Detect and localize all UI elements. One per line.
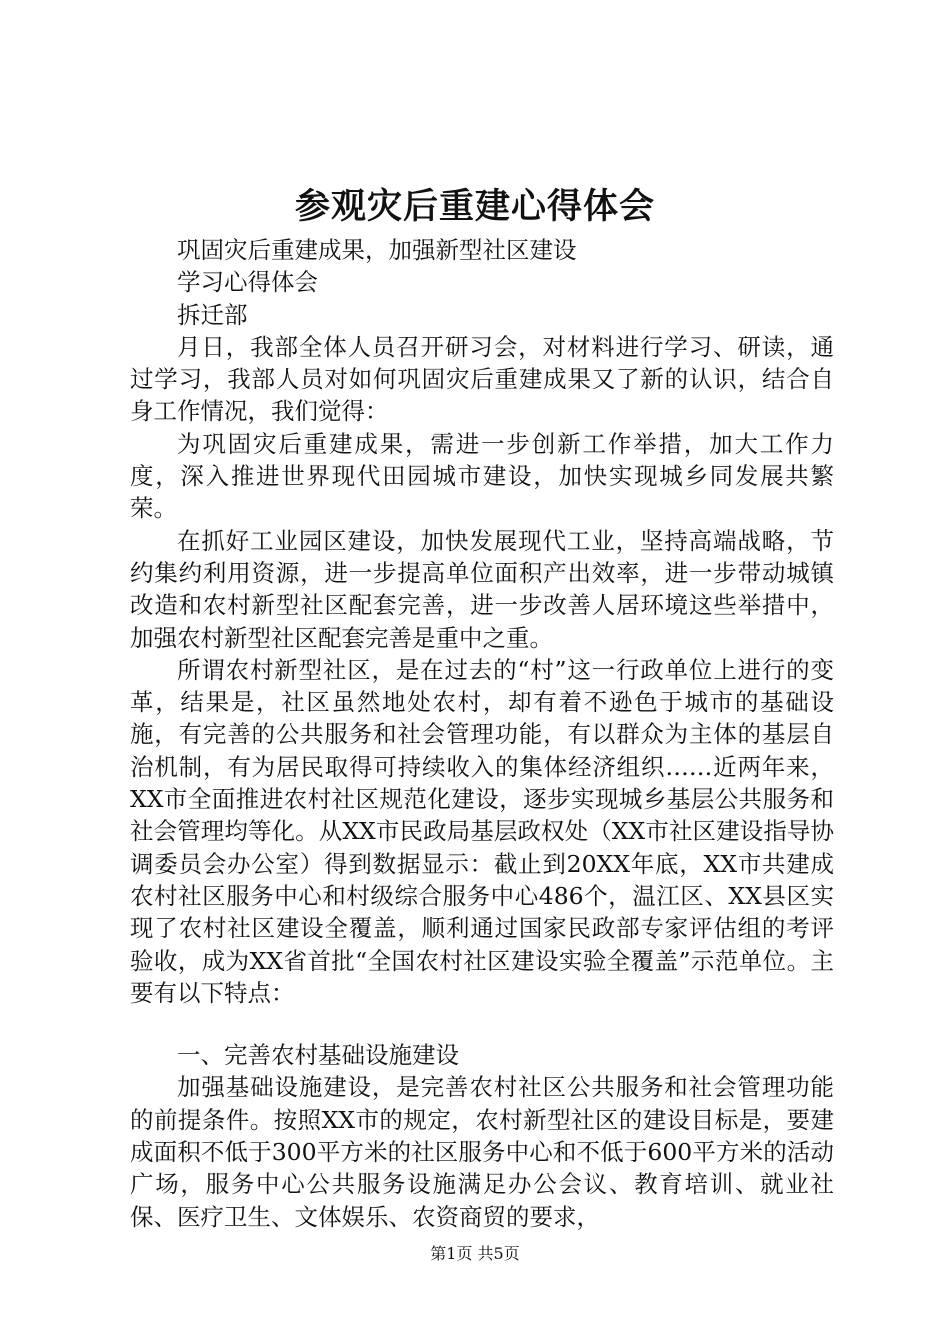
page-footer: 第1页 共5页 [430,1244,520,1263]
document-body [130,234,834,1233]
body-paragraph: 加强基础设施建设，是完善农村社区公共服务和社会管理功能的前提条件。按照XX市的规定，农村新型社区的建设目标是，要建成面积不低于300平方米的社区服务中心和不低于600平方米的活动广场，服务中心公共服务设施满足办公会议、教育培训、就业社保、医疗卫生、文体娱乐、农资商贸的要求， [130,1073,834,1231]
body-paragraph: 在抓好工业园区建设，加快发展现代工业，坚持高端战略，节约集约利用资源，进一步提高单位面积产出效率，进一步带动城镇改造和农村新型社区配套完善，进一步改善人居环境这些举措中，加强农村新型社区配套完善是重中之重。 [130,526,834,652]
body-paragraph: 所谓农村新型社区，是在过去的“村”这一行政单位上进行的变革，结果是，社区虽然地处农村，却有着不逊色于城市的基础设施，有完善的公共服务和社会管理功能，有以群众为主体的基层自治机制，有为居民取得可持续收入的集体经济组织……近两年来，XX市全面推进农村社区规范化建设，逐步实现城乡基层公共服务和社会管理均等化。从XX市民政局基层政权处（XX市社区建设指导协调委员会办公室）得到数据显示：截止到20XX年底，XX市共建成农村社区服务中心和村级综合服务中心486个，温江区、XX县区实现了农村社区建设全覆盖，顺利通过国家民政部专家评估组的考评验收，成为XX省首批“全国农村社区建设实验全覆盖”示范单位。主要有以下特点： [130,655,834,1007]
section-heading: 一、完善农村基础设施建设 [177,1041,459,1070]
author-paragraph: 拆迁部 [177,300,248,329]
subtitle-paragraph: 巩固灾后重建成果，加强新型社区建设 [177,236,577,264]
document-title: 参观灾后重建心得体会 [294,187,655,227]
body-paragraph: 为巩固灾后重建成果，需进一步创新工作举措，加大工作力度，深入推进世界现代田园城市建设，加快实现城乡同发展共繁荣。 [130,429,834,523]
subtitle-paragraph: 学习心得体会 [177,268,318,297]
body-paragraph: 月日，我部全体人员召开研习会，对材料进行学习、研读，通过学习，我部人员对如何巩固灾后重建成果又了新的认识，结合自身工作情况，我们觉得： [130,332,834,426]
